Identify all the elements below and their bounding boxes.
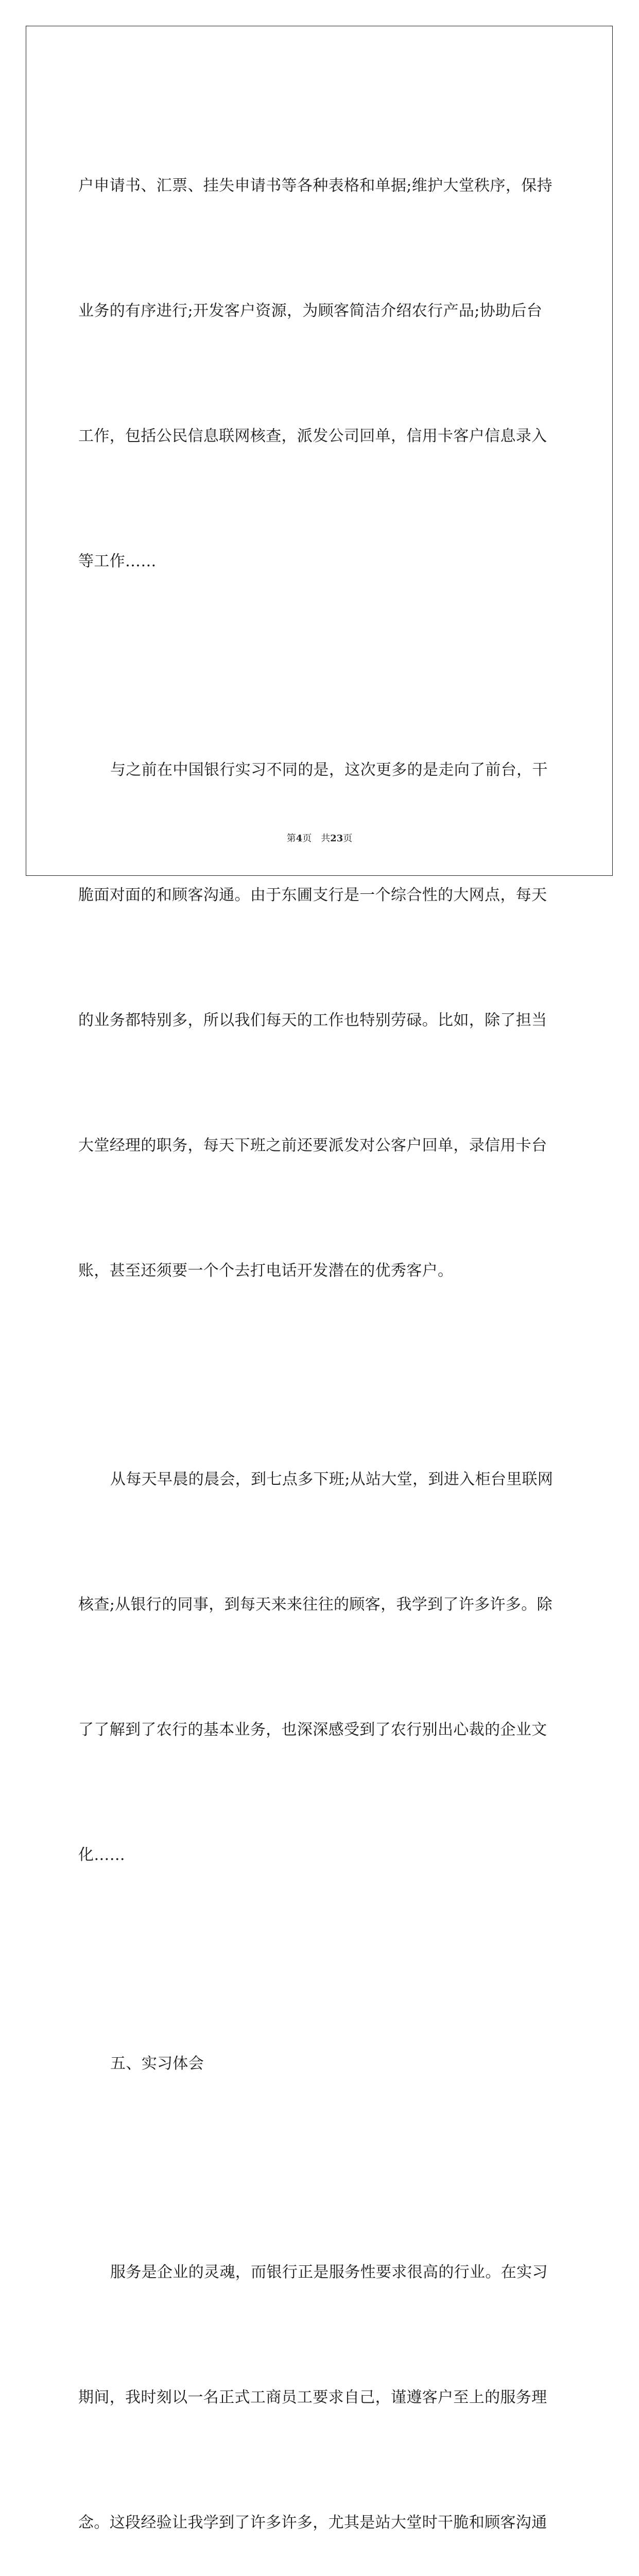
page-footer: [0, 831, 639, 844]
paragraph-daily-work: [78, 1375, 561, 1959]
text-line: 化……: [78, 1846, 126, 1864]
text-line: 期间，我时刻以一名正式工商员工要求自己，谨遵客户至上的服务理: [78, 2388, 547, 2406]
text-line: 服务是企业的灵魂，而银行正是服务性要求很高的行业。在实习: [110, 2263, 548, 2281]
text-line: 户申请书、汇票、挂失申请书等各种表格和单据;维护大堂秩序，保持: [78, 177, 552, 195]
text-line: 工作，包括公民信息联网核查，派发公司回单，信用卡客户信息录入: [78, 427, 547, 445]
current-page-number: 4: [296, 833, 303, 844]
text-line: 业务的有序进行;开发客户资源，为顾客简洁介绍农行产品;协助后台: [78, 302, 543, 320]
text-line: 脆面对面的和顾客沟通。由于东圃支行是一个综合性的大网点，每天: [78, 886, 547, 904]
text-line: 与之前在中国银行实习不同的是，这次更多的是走向了前台，干: [110, 761, 548, 779]
text-line: 大堂经理的职务，每天下班之前还要派发对公客户回单，录信用卡台: [78, 1137, 547, 1155]
text-line: 从每天早晨的晨会，到七点多下班;从站大堂，到进入柜台里联网: [110, 1470, 554, 1488]
text-line: 了了解到了农行的基本业务，也深深感受到了农行别出心裁的企业文: [78, 1721, 547, 1739]
section-heading: [78, 1959, 561, 2168]
footer-suffix: 页: [343, 833, 353, 844]
text-line: 等工作……: [78, 552, 157, 570]
section-heading-text: 五、实习体会: [110, 2055, 204, 2073]
text-line: 的业务都特别多，所以我们每天的工作也特别劳碌。比如，除了担当: [78, 1011, 547, 1029]
text-line: 念。这段经验让我学到了许多许多，尤其是站大堂时干脆和顾客沟通: [78, 2514, 547, 2532]
paragraph-continued: [78, 81, 561, 666]
footer-mid: 页 共: [302, 833, 331, 844]
document-body: [78, 81, 561, 2576]
text-line: 核查;从银行的同事，到每天来来往往的顾客，我学到了许多许多。除: [78, 1596, 552, 1614]
paragraph-reflection: [78, 2168, 561, 2576]
total-pages-number: 23: [330, 833, 343, 844]
text-line: 账，甚至还须要一个个去打电话开发潜在的优秀客户。: [78, 1262, 454, 1280]
footer-prefix: 第: [286, 833, 296, 844]
paragraph-front-desk: [78, 666, 561, 1375]
